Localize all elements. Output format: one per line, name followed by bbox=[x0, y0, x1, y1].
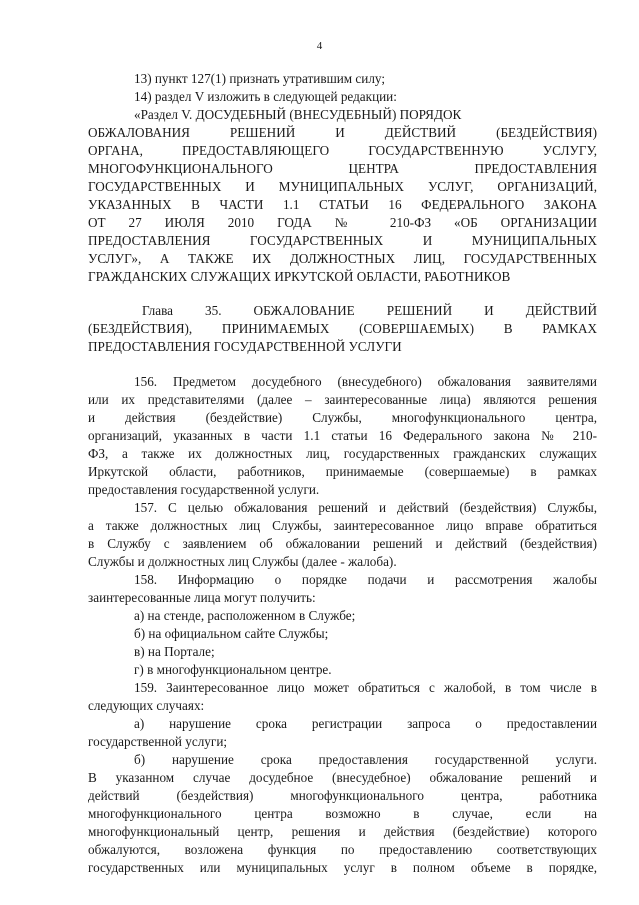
section-heading-line: ОБЖАЛОВАНИЯ РЕШЕНИЙ И ДЕЙСТВИЙ (БЕЗДЕЙСТВИЯ) bbox=[88, 125, 597, 140]
list-item: б) на официальном сайте Службы; bbox=[134, 626, 329, 641]
paragraph-159-a bbox=[88, 715, 597, 751]
paragraph-line: государственных или муниципальных услуг в полном объеме в порядке, bbox=[88, 860, 597, 875]
paragraph-line: б) нарушение срока предоставления государственной услуги. bbox=[134, 752, 597, 767]
page-number: 4 bbox=[316, 40, 323, 52]
paragraph-line: или их представителями (далее – заинтересованные лица) являются решения bbox=[88, 392, 597, 407]
section-heading-line: УСЛУГ», А ТАКЖЕ ИХ ДОЛЖНОСТНЫХ ЛИЦ, ГОСУДАРСТВЕННЫХ bbox=[88, 251, 597, 266]
paragraph-line: многофункционального центра возможно в случае, если на bbox=[88, 806, 597, 821]
section-heading-line: ГРАЖДАНСКИХ СЛУЖАЩИХ ИРКУТСКОЙ ОБЛАСТИ, РАБОТНИКОВ bbox=[88, 269, 511, 284]
paragraph-line: 156. Предметом досудебного (внесудебного) обжалования заявителями bbox=[134, 374, 597, 389]
paragraph-line: многофункциональный центр, решения и действия (бездействие) которого bbox=[88, 824, 597, 839]
paragraph-line: и действия (бездействие) Службы, многофункционального центра, bbox=[88, 410, 597, 425]
section-heading-line: УКАЗАННЫХ В ЧАСТИ 1.1 СТАТЬИ 16 ФЕДЕРАЛЬНОГО ЗАКОНА bbox=[88, 197, 597, 212]
paragraph-156 bbox=[88, 373, 597, 499]
intro-line: 13) пункт 127(1) признать утратившим силу; bbox=[134, 71, 385, 86]
paragraph-line: государственной услуги; bbox=[88, 734, 228, 749]
paragraph-line: Службы и должностных лиц Службы (далее - жалоба). bbox=[88, 554, 397, 569]
chapter-heading bbox=[88, 302, 597, 356]
paragraph-line: действий (бездействия) многофункционального центра, работника bbox=[88, 788, 597, 803]
section-heading-line: ОТ 27 ИЮЛЯ 2010 ГОДА № 210-ФЗ «ОБ ОРГАНИЗАЦИИ bbox=[88, 215, 597, 230]
paragraph-line: 158. Информацию о порядке подачи и рассмотрения жалобы bbox=[134, 572, 597, 587]
paragraph-159-b bbox=[88, 751, 597, 877]
paragraph-157 bbox=[88, 499, 597, 571]
paragraph-line: следующих случаях: bbox=[88, 698, 205, 713]
list-item: в) на Портале; bbox=[134, 644, 215, 659]
paragraph-line: Иркутской области, работников, принимаемые (совершаемые) в рамках bbox=[88, 464, 597, 479]
list-item: г) в многофункциональном центре. bbox=[134, 662, 332, 677]
intro-line: 14) раздел V изложить в следующей редакции: bbox=[134, 89, 397, 104]
paragraph-line: в Службу с заявлением об обжаловании решений и действий (бездействия) bbox=[88, 536, 597, 551]
paragraph-line: организаций, указанных в части 1.1 статьи 16 Федерального закона № 210- bbox=[88, 428, 597, 443]
section-heading-line: «Раздел V. ДОСУДЕБНЫЙ (ВНЕСУДЕБНЫЙ) ПОРЯДОК bbox=[134, 107, 462, 122]
document-body bbox=[88, 70, 597, 877]
section-heading-line: ПРЕДОСТАВЛЕНИЯ ГОСУДАРСТВЕННЫХ И МУНИЦИПАЛЬНЫХ bbox=[88, 233, 597, 248]
section-heading-line: ГОСУДАРСТВЕННЫХ И МУНИЦИПАЛЬНЫХ УСЛУГ, ОРГАНИЗАЦИЙ, bbox=[88, 179, 597, 194]
paragraph-line: заинтересованные лица могут получить: bbox=[88, 590, 316, 605]
paragraph-line: 157. С целью обжалования решений и действий (бездействия) Службы, bbox=[134, 500, 597, 515]
paragraph-line: предоставления государственной услуги. bbox=[88, 482, 320, 497]
paragraph-line: а) нарушение срока регистрации запроса о предоставлении bbox=[134, 716, 597, 731]
section-heading bbox=[88, 106, 597, 286]
paragraph-line: а также должностных лиц Службы, заинтересованное лицо вправе обратиться bbox=[88, 518, 597, 533]
paragraph-line: обжалуются, возложена функция по предоставлению соответствующих bbox=[88, 842, 597, 857]
paragraph-line: ФЗ, а также их должностных лиц, государственных гражданских служащих bbox=[88, 446, 597, 461]
list-item: а) на стенде, расположенном в Службе; bbox=[134, 608, 356, 623]
chapter-heading-line: Глава 35. ОБЖАЛОВАНИЕ РЕШЕНИЙ И ДЕЙСТВИЙ bbox=[142, 303, 597, 318]
paragraph-158 bbox=[88, 571, 597, 679]
chapter-heading-line: (БЕЗДЕЙСТВИЯ), ПРИНИМАЕМЫХ (СОВЕРШАЕМЫХ) В РАМКАХ bbox=[88, 321, 597, 336]
paragraph-line: 159. Заинтересованное лицо может обратиться с жалобой, в том числе в bbox=[134, 680, 597, 695]
section-heading-line: ОРГАНА, ПРЕДОСТАВЛЯЮЩЕГО ГОСУДАРСТВЕННУЮ УСЛУГУ, bbox=[88, 143, 597, 158]
paragraph-line: В указанном случае досудебное (внесудебное) обжалование решений и bbox=[88, 770, 597, 785]
paragraph-159 bbox=[88, 679, 597, 715]
chapter-heading-line: ПРЕДОСТАВЛЕНИЯ ГОСУДАРСТВЕННОЙ УСЛУГИ bbox=[88, 339, 402, 354]
section-heading-line: МНОГОФУНКЦИОНАЛЬНОГО ЦЕНТРА ПРЕДОСТАВЛЕНИЯ bbox=[88, 161, 597, 176]
